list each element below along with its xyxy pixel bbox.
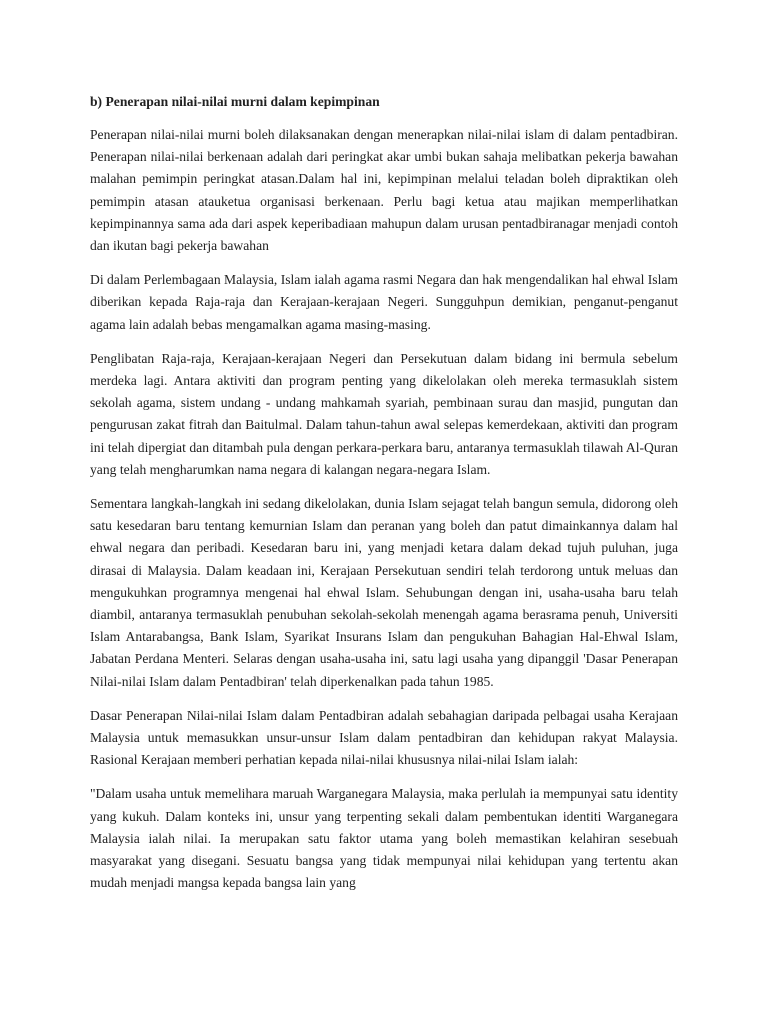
paragraph-1: Penerapan nilai-nilai murni boleh dilaksanakan dengan menerapkan nilai-nilai islam di dalam pentadbiran. Penerapan nilai-nilai berkenaan adalah dari peringkat akar umbi bukan sahaja melibatkan pekerja bawahan malahan pemimpin peringkat atasan.Dalam hal ini, kepimpinan melalui teladan boleh dipraktikan oleh pemimpin atasan atauketua organisasi berkenaan. Perlu bagi ketua atau majikan memperlihatkan kepimpinannya sama ada dari aspek keperibadiaan mahupun dalam urusan pentadbiranagar menjadi contoh dan ikutan bagi pekerja bawahan xyxy=(90,127,678,254)
paragraph-3: Penglibatan Raja-raja, Kerajaan-kerajaan Negeri dan Persekutuan dalam bidang ini bermula sebelum merdeka lagi. Antara aktiviti dan program penting yang dikelolakan oleh mereka termasuklah sistem sekolah agama, sistem undang - undang mahkamah syariah, pembinaan surau dan masjid, pungutan dan pengurusan zakat fitrah dan Baitulmal. Dalam tahun-tahun awal selepas kemerdekaan, aktiviti dan program ini telah dipergiat dan ditambah pula dengan perkara-perkara baru, antaranya termasuklah tilawah Al-Quran yang telah mengharumkan nama negara di kalangan negara-negara Islam. xyxy=(90,350,678,477)
paragraph-4: Sementara langkah-langkah ini sedang dikelolakan, dunia Islam sejagat telah bangun semula, didorong oleh satu kesedaran baru tentang kemurnian Islam dan peranan yang boleh dan patut dimainkannya dalam hal ehwal negara dan peribadi. Kesedaran baru ini, yang menjadi ketara dalam dekad tujuh puluhan, juga dirasai di Malaysia. Dalam keadaan ini, Kerajaan Persekutuan sendiri telah terdorong untuk meluas dan mengukuhkan programnya mengenai hal ehwal Islam. Sehubungan dengan ini, usaha-usaha baru telah diambil, antaranya termasuklah penubuhan sekolah-sekolah menengah agama berasrama penuh, Universiti Islam Antarabangsa, Bank Islam, Syarikat Insurans Islam dan pengukuhan Bahagian Hal-Ehwal Islam, Jabatan Perdana Menteri. Selaras dengan usaha-usaha ini, satu lagi usaha yang dipanggil 'Dasar Penerapan Nilai-nilai Islam dalam Pentadbiran' telah diperkenalkan pada tahun 1985. xyxy=(90,496,678,689)
paragraph-2: Di dalam Perlembagaan Malaysia, Islam ialah agama rasmi Negara dan hak mengendalikan hal ehwal Islam diberikan kepada Raja-raja dan Kerajaan-kerajaan Negeri. Sungguhpun demikian, penganut-penganut agama lain adalah bebas mengamalkan agama masing-masing. xyxy=(90,272,678,332)
paragraph-5: Dasar Penerapan Nilai-nilai Islam dalam Pentadbiran adalah sebahagian daripada pelbagai usaha Kerajaan Malaysia untuk memasukkan unsur-unsur Islam dalam pentadbiran dan kehidupan rakyat Malaysia. Rasional Kerajaan memberi perhatian kepada nilai-nilai khususnya nilai-nilai Islam ialah: xyxy=(90,707,678,768)
paragraph-6: "Dalam usaha untuk memelihara maruah Warganegara Malaysia, maka perlulah ia mempunyai satu identity yang kukuh. Dalam konteks ini, unsur yang terpenting sekali dalam pembentukan identiti Warganegara Malaysia ialah nilai. Ia merupakan satu faktor utama yang boleh memastikan kelahiran sesebuah masyarakat yang disegani. Sesuatu bangsa yang tidak mempunyai nilai kehidupan yang tertentu akan mudah menjadi mangsa kepada bangsa lain yang xyxy=(90,786,678,891)
document-page xyxy=(90,92,678,907)
section-heading: b) Penerapan nilai-nilai murni dalam kepimpinan xyxy=(90,94,380,109)
